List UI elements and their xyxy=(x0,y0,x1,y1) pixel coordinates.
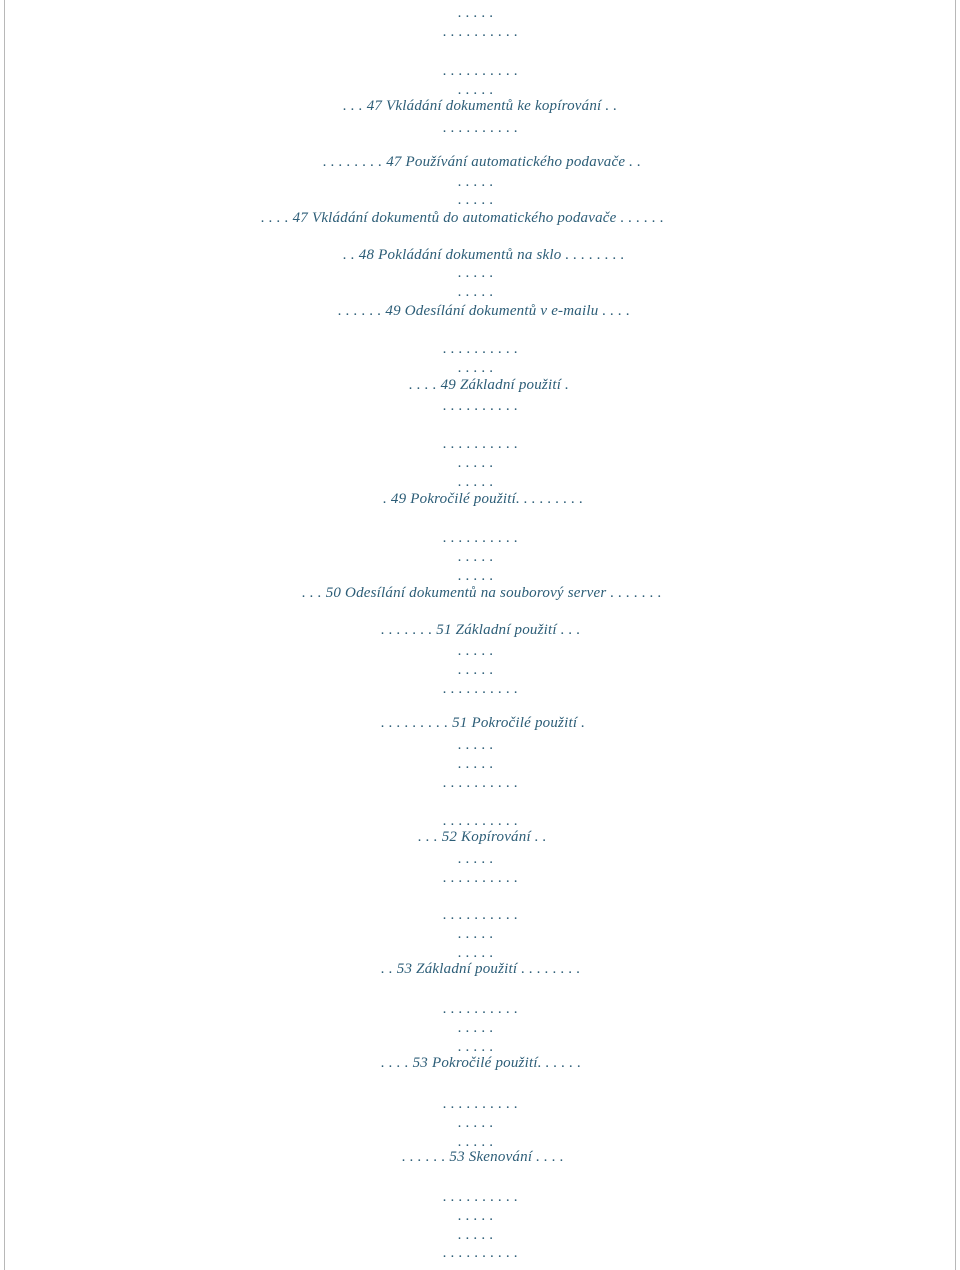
toc-entry[interactable]: . . . 52 Kopírování . . xyxy=(418,829,547,845)
toc-line: . . . . . . . . . . xyxy=(443,436,519,452)
toc-line: . . . . . . . . . . xyxy=(443,1245,519,1261)
toc-entry[interactable]: . 49 Pokročilé použití. . . . . . . . . xyxy=(383,491,584,507)
toc-line: . . . . . . . . . . xyxy=(443,681,519,697)
toc-line: . . . . . xyxy=(458,662,494,678)
toc-line: . . . . . . . . . . xyxy=(443,530,519,546)
toc-line: . . . . . . . . . . xyxy=(443,1096,519,1112)
toc-line: . . . . . xyxy=(458,756,494,772)
toc-line: . . . . . xyxy=(458,568,494,584)
toc-entry[interactable]: . . . . 53 Pokročilé použití. . . . . . xyxy=(381,1055,582,1071)
toc-line: . . . . . . . . . . xyxy=(443,398,519,414)
toc-entry[interactable]: . . 53 Základní použití . . . . . . . . xyxy=(381,961,581,977)
toc-line: . . . . . xyxy=(458,1115,494,1131)
toc-entry[interactable]: . . . . . . . 51 Základní použití . . . xyxy=(381,622,581,638)
toc-line: . . . . . . . . . . xyxy=(443,63,519,79)
toc-entry[interactable]: . . . 50 Odesílání dokumentů na souborový server . . . . . . . xyxy=(302,585,662,601)
toc-entry[interactable]: . . 48 Pokládání dokumentů na sklo . . . . . . . . xyxy=(343,247,625,263)
toc-line: . . . . . xyxy=(458,360,494,376)
toc-line: . . . . . xyxy=(458,945,494,961)
toc-line: . . . . . xyxy=(458,192,494,208)
toc-line: . . . . . . . . . . xyxy=(443,907,519,923)
toc-line: . . . . . xyxy=(458,82,494,98)
toc-entry[interactable]: . . . 47 Vkládání dokumentů ke kopírování . . xyxy=(343,98,618,114)
toc-line: . . . . . xyxy=(458,1039,494,1055)
toc-line: . . . . . xyxy=(458,643,494,659)
toc-line: . . . . . xyxy=(458,1208,494,1224)
toc-line: . . . . . xyxy=(458,265,494,281)
toc-line: . . . . . xyxy=(458,549,494,565)
toc-entry[interactable]: . . . . . . . . 47 Používání automatického podavače . . xyxy=(323,154,642,170)
toc-entry[interactable]: . . . . . . . . . 51 Pokročilé použití . xyxy=(381,715,586,731)
toc-line: . . . . . xyxy=(458,284,494,300)
toc-line: . . . . . . . . . . xyxy=(443,120,519,136)
toc-line: . . . . . xyxy=(458,174,494,190)
toc-line: . . . . . xyxy=(458,455,494,471)
toc-line: . . . . . xyxy=(458,851,494,867)
toc-line: . . . . . xyxy=(458,1134,494,1150)
toc-line: . . . . . xyxy=(458,474,494,490)
toc-entry[interactable]: . . . . . . 49 Odesílání dokumentů v e-mailu . . . . xyxy=(338,303,631,319)
toc-line: . . . . . xyxy=(458,5,494,21)
toc-line: . . . . . . . . . . xyxy=(443,775,519,791)
toc-entry[interactable]: . . . . 49 Základní použití . xyxy=(409,377,569,393)
toc-line: . . . . . xyxy=(458,926,494,942)
toc-entry[interactable]: . . . . . . 53 Skenování . . . . xyxy=(402,1149,564,1165)
toc-line: . . . . . . . . . . xyxy=(443,870,519,886)
toc-entry[interactable]: . . . . 47 Vkládání dokumentů do automatického podavače . . . . . . xyxy=(261,210,664,226)
toc-line: . . . . . . . . . . xyxy=(443,1189,519,1205)
toc-line: . . . . . xyxy=(458,1227,494,1243)
toc-line: . . . . . . . . . . xyxy=(443,341,519,357)
toc-line: . . . . . xyxy=(458,737,494,753)
toc-line: . . . . . . . . . . xyxy=(443,24,519,40)
toc-line: . . . . . . . . . . xyxy=(443,1001,519,1017)
toc-line: . . . . . xyxy=(458,1020,494,1036)
toc-line: . . . . . . . . . . xyxy=(443,813,519,829)
